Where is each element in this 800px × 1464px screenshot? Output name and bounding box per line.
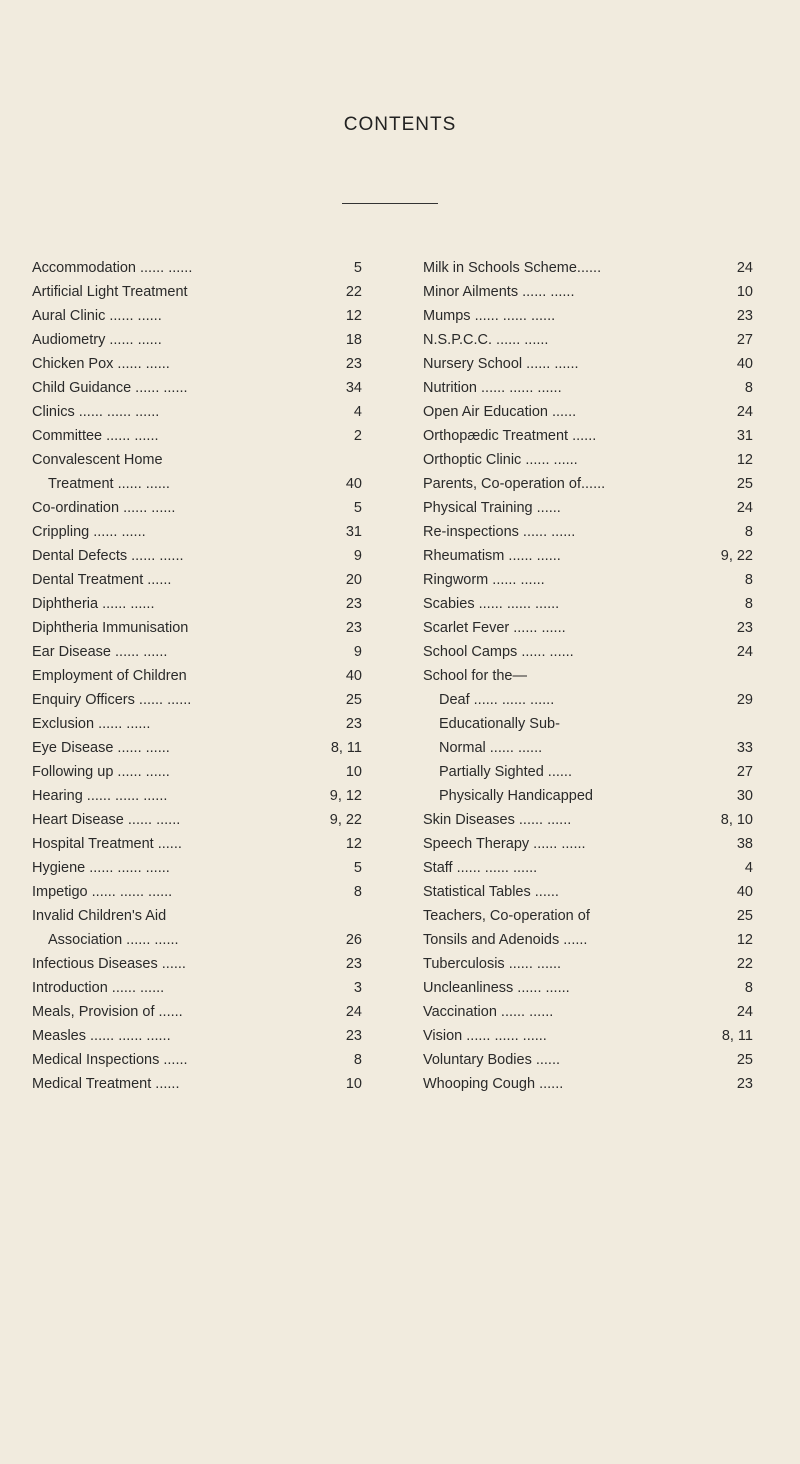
contents-entry xyxy=(32,1048,362,1072)
entry-page-number: 23 xyxy=(345,356,362,372)
entry-label: Committee ...... ...... xyxy=(32,428,159,444)
contents-entry xyxy=(423,832,753,856)
entry-label-continuation: Treatment ...... ...... xyxy=(48,476,170,492)
contents-entry xyxy=(32,1024,362,1048)
entry-label: Accommodation ...... ...... xyxy=(32,260,193,276)
contents-entry xyxy=(32,808,362,832)
contents-entry xyxy=(32,760,362,784)
entry-page-number: 12 xyxy=(345,308,362,324)
entry-page-number: 38 xyxy=(736,836,753,852)
contents-entry xyxy=(423,664,753,688)
contents-entry xyxy=(423,880,753,904)
contents-entry xyxy=(423,376,753,400)
page-title: CONTENTS xyxy=(343,114,457,135)
entry-label: Uncleanliness ...... ...... xyxy=(423,980,570,996)
entry-page-number: 23 xyxy=(345,1028,362,1044)
entry-label: Teachers, Co-operation of xyxy=(423,908,590,924)
entry-page-number: 8 xyxy=(744,596,753,612)
entry-label: Rheumatism ...... ...... xyxy=(423,548,561,564)
entry-label: Hospital Treatment ...... xyxy=(32,836,182,852)
entry-page-number: 22 xyxy=(736,956,753,972)
entry-label: Employment of Children xyxy=(32,668,187,684)
contents-entry xyxy=(32,784,362,808)
contents-entry xyxy=(32,304,362,328)
entry-label-continuation: Normal ...... ...... xyxy=(439,740,543,756)
entry-page-number: 20 xyxy=(345,572,362,588)
entry-page-number: 31 xyxy=(736,428,753,444)
entry-page-number: 5 xyxy=(353,860,362,876)
entry-page-number: 24 xyxy=(736,644,753,660)
entry-page-number: 23 xyxy=(345,716,362,732)
contents-entry xyxy=(32,568,362,592)
contents-entry xyxy=(423,544,753,568)
entry-label: Orthoptic Clinic ...... ...... xyxy=(423,452,578,468)
entry-label: Vision ...... ...... ...... xyxy=(423,1028,547,1044)
contents-entry xyxy=(32,1000,362,1024)
entry-label: Ear Disease ...... ...... xyxy=(32,644,168,660)
contents-entry xyxy=(423,904,753,928)
entry-page-number: 8, 11 xyxy=(330,740,362,756)
entry-label: Diphtheria Immunisation xyxy=(32,620,189,636)
entry-label: Impetigo ...... ...... ...... xyxy=(32,884,173,900)
entry-page-number: 8 xyxy=(744,572,753,588)
entry-label: Introduction ...... ...... xyxy=(32,980,165,996)
entry-label: Enquiry Officers ...... ...... xyxy=(32,692,192,708)
contents-entry xyxy=(32,376,362,400)
entry-page-number: 9, 22 xyxy=(720,548,753,564)
entry-page-number: 8, 11 xyxy=(721,1028,753,1044)
entry-label: Re-inspections ...... ...... xyxy=(423,524,576,540)
contents-entry xyxy=(32,520,362,544)
contents-entry xyxy=(423,616,753,640)
contents-entry xyxy=(423,808,753,832)
entry-page-number: 34 xyxy=(345,380,362,396)
contents-entry xyxy=(423,952,753,976)
entry-label: Exclusion ...... ...... xyxy=(32,716,151,732)
contents-entry xyxy=(32,976,362,1000)
entry-label: Scarlet Fever ...... ...... xyxy=(423,620,566,636)
entry-page-number: 9 xyxy=(353,644,362,660)
entry-label: Medical Treatment ...... xyxy=(32,1076,180,1092)
contents-entry xyxy=(423,1048,753,1072)
entry-page-number: 5 xyxy=(353,260,362,276)
entry-label: Open Air Education ...... xyxy=(423,404,577,420)
contents-entry xyxy=(32,424,362,448)
contents-entry xyxy=(423,784,753,808)
entry-label: Vaccination ...... ...... xyxy=(423,1004,554,1020)
contents-entry xyxy=(423,280,753,304)
entry-page-number: 23 xyxy=(736,1076,753,1092)
entry-label: Tuberculosis ...... ...... xyxy=(423,956,562,972)
contents-entry xyxy=(32,640,362,664)
entry-label: Convalescent Home xyxy=(32,452,163,468)
entry-page-number: 9 xyxy=(353,548,362,564)
contents-entry xyxy=(423,640,753,664)
entry-label: Infectious Diseases ...... xyxy=(32,956,186,972)
entry-label: Heart Disease ...... ...... xyxy=(32,812,181,828)
entry-page-number: 8 xyxy=(744,524,753,540)
entry-page-number: 23 xyxy=(736,308,753,324)
contents-entry xyxy=(423,352,753,376)
entry-page-number: 10 xyxy=(345,1076,362,1092)
contents-entry xyxy=(423,1072,753,1096)
entry-label: School for the— xyxy=(423,668,527,684)
entry-page-number: 12 xyxy=(736,452,753,468)
entry-page-number: 22 xyxy=(345,284,362,300)
entry-page-number: 25 xyxy=(736,908,753,924)
entry-label: Artificial Light Treatment xyxy=(32,284,188,300)
contents-entry xyxy=(423,448,753,472)
entry-label: Medical Inspections ...... xyxy=(32,1052,188,1068)
entry-page-number: 40 xyxy=(736,884,753,900)
contents-entry xyxy=(423,496,753,520)
contents-entry xyxy=(32,664,362,688)
contents-entry xyxy=(32,712,362,736)
entry-page-number: 40 xyxy=(345,476,362,492)
contents-entry xyxy=(423,568,753,592)
entry-page-number: 4 xyxy=(744,860,753,876)
entry-page-number: 24 xyxy=(736,500,753,516)
entry-label: Co-ordination ...... ...... xyxy=(32,500,176,516)
entry-page-number: 25 xyxy=(736,1052,753,1068)
entry-page-number: 8 xyxy=(353,1052,362,1068)
entry-label: Speech Therapy ...... ...... xyxy=(423,836,586,852)
entry-label: Following up ...... ...... xyxy=(32,764,170,780)
contents-entry xyxy=(423,520,753,544)
contents-entry xyxy=(423,760,753,784)
entry-page-number: 33 xyxy=(736,740,753,756)
entry-page-number: 27 xyxy=(736,764,753,780)
entry-label: Educationally Sub- xyxy=(439,716,560,732)
entry-label: Diphtheria ...... ...... xyxy=(32,596,155,612)
contents-entry xyxy=(32,688,362,712)
contents-entry xyxy=(423,400,753,424)
entry-page-number: 24 xyxy=(345,1004,362,1020)
entry-label: Invalid Children's Aid xyxy=(32,908,167,924)
contents-entry xyxy=(32,592,362,616)
contents-entry xyxy=(32,1072,362,1096)
entry-page-number: 24 xyxy=(736,1004,753,1020)
entry-label: Deaf ...... ...... ...... xyxy=(439,692,555,708)
entry-page-number: 10 xyxy=(345,764,362,780)
contents-entry xyxy=(32,448,362,496)
contents-entry xyxy=(32,952,362,976)
entry-label: Orthopædic Treatment ...... xyxy=(423,428,597,444)
entry-page-number: 26 xyxy=(345,932,362,948)
entry-label: Nursery School ...... ...... xyxy=(423,356,579,372)
entry-label: Physical Training ...... xyxy=(423,500,561,516)
entry-page-number: 8, 10 xyxy=(720,812,753,828)
contents-entry xyxy=(32,400,362,424)
contents-entry xyxy=(423,472,753,496)
contents-entry xyxy=(423,856,753,880)
entry-page-number: 23 xyxy=(736,620,753,636)
entry-label: Skin Diseases ...... ...... xyxy=(423,812,572,828)
entry-label: Staff ...... ...... ...... xyxy=(423,860,538,876)
entry-page-number: 31 xyxy=(345,524,362,540)
entry-label: Dental Treatment ...... xyxy=(32,572,172,588)
contents-entry xyxy=(32,256,362,280)
contents-entry xyxy=(32,352,362,376)
contents-entry xyxy=(423,1024,753,1048)
entry-page-number: 4 xyxy=(353,404,362,420)
entry-label: Scabies ...... ...... ...... xyxy=(423,596,560,612)
entry-page-number: 8 xyxy=(353,884,362,900)
entry-page-number: 23 xyxy=(345,596,362,612)
entry-label: Physically Handicapped xyxy=(439,788,593,804)
entry-page-number: 9, 12 xyxy=(329,788,362,804)
entry-label-continuation: Association ...... ...... xyxy=(48,932,179,948)
entry-label: Whooping Cough ...... xyxy=(423,1076,564,1092)
entry-label: Ringworm ...... ...... xyxy=(423,572,545,588)
entry-label: Partially Sighted ...... xyxy=(439,764,572,780)
contents-entry xyxy=(423,304,753,328)
entry-label: Minor Ailments ...... ...... xyxy=(423,284,575,300)
entry-label: Child Guidance ...... ...... xyxy=(32,380,188,396)
entry-label: Clinics ...... ...... ...... xyxy=(32,404,160,420)
contents-entry xyxy=(32,280,362,304)
entry-label: Parents, Co-operation of...... xyxy=(423,476,606,492)
entry-label: School Camps ...... ...... xyxy=(423,644,574,660)
entry-label: Eye Disease ...... ...... xyxy=(32,740,170,756)
entry-label: Tonsils and Adenoids ...... xyxy=(423,932,588,948)
entry-label: Statistical Tables ...... xyxy=(423,884,559,900)
entry-label: Chicken Pox ...... ...... xyxy=(32,356,170,372)
entry-label: Milk in Schools Scheme...... xyxy=(423,260,602,276)
entry-label: Meals, Provision of ...... xyxy=(32,1004,183,1020)
contents-entry xyxy=(32,496,362,520)
entry-page-number: 9, 22 xyxy=(329,812,362,828)
contents-entry xyxy=(32,328,362,352)
entry-page-number: 12 xyxy=(345,836,362,852)
entry-page-number: 25 xyxy=(736,476,753,492)
entry-label: Dental Defects ...... ...... xyxy=(32,548,184,564)
contents-entry xyxy=(423,424,753,448)
contents-column-left xyxy=(32,256,362,1096)
entry-page-number: 5 xyxy=(353,500,362,516)
entry-page-number: 18 xyxy=(345,332,362,348)
entry-page-number: 8 xyxy=(744,980,753,996)
entry-page-number: 25 xyxy=(345,692,362,708)
entry-page-number: 24 xyxy=(736,260,753,276)
entry-label: Nutrition ...... ...... ...... xyxy=(423,380,562,396)
contents-entry xyxy=(32,904,362,952)
entry-page-number: 40 xyxy=(345,668,362,684)
entry-label: N.S.P.C.C. ...... ...... xyxy=(423,332,549,348)
entry-page-number: 23 xyxy=(345,620,362,636)
contents-entry xyxy=(423,928,753,952)
entry-page-number: 30 xyxy=(736,788,753,804)
entry-label: Hearing ...... ...... ...... xyxy=(32,788,168,804)
entry-page-number: 8 xyxy=(744,380,753,396)
contents-entry xyxy=(423,1000,753,1024)
contents-entry xyxy=(423,976,753,1000)
entry-label: Voluntary Bodies ...... xyxy=(423,1052,561,1068)
entry-page-number: 23 xyxy=(345,956,362,972)
contents-entry xyxy=(423,328,753,352)
contents-entry xyxy=(32,880,362,904)
entry-page-number: 24 xyxy=(736,404,753,420)
contents-entry xyxy=(32,856,362,880)
entry-label: Mumps ...... ...... ...... xyxy=(423,308,556,324)
entry-page-number: 10 xyxy=(736,284,753,300)
entry-page-number: 12 xyxy=(736,932,753,948)
contents-entry xyxy=(423,256,753,280)
entry-label: Audiometry ...... ...... xyxy=(32,332,162,348)
entry-label: Aural Clinic ...... ...... xyxy=(32,308,162,324)
entry-page-number: 29 xyxy=(736,692,753,708)
entry-label: Crippling ...... ...... xyxy=(32,524,146,540)
contents-entry xyxy=(32,544,362,568)
contents-entry xyxy=(32,616,362,640)
contents-entry xyxy=(423,592,753,616)
entry-page-number: 40 xyxy=(736,356,753,372)
contents-entry xyxy=(32,736,362,760)
entry-page-number: 27 xyxy=(736,332,753,348)
entry-label: Measles ...... ...... ...... xyxy=(32,1028,171,1044)
contents-entry xyxy=(32,832,362,856)
entry-page-number: 3 xyxy=(353,980,362,996)
entry-label: Hygiene ...... ...... ...... xyxy=(32,860,170,876)
contents-entry xyxy=(423,712,753,760)
title-divider xyxy=(342,203,438,204)
contents-entry xyxy=(423,688,753,712)
contents-column-right xyxy=(423,256,753,1096)
entry-page-number: 2 xyxy=(353,428,362,444)
